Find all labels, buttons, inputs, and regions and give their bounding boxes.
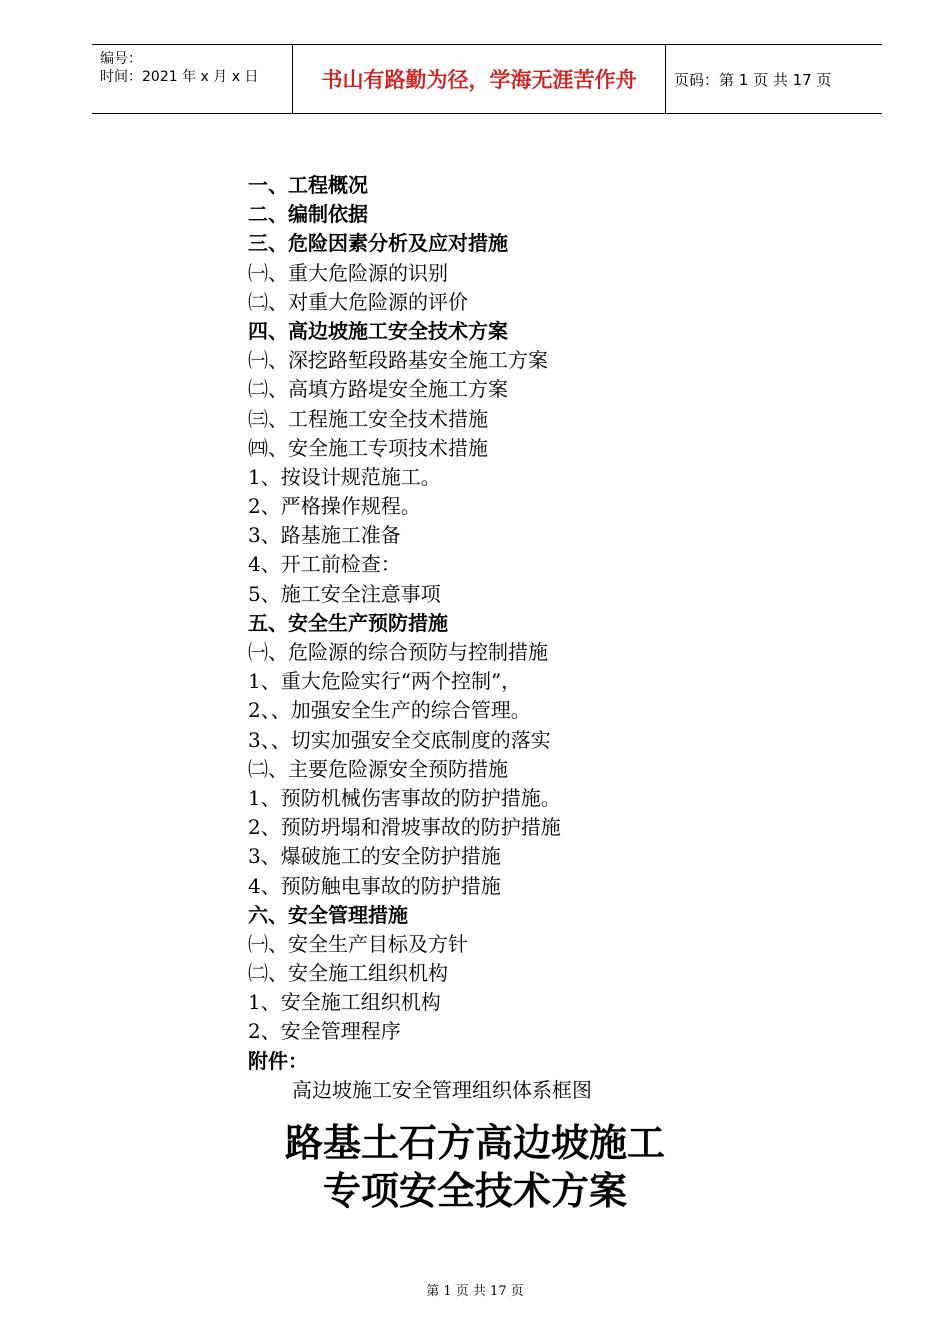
document-title-line-1: 路基土石方高边坡施工 [284,1121,665,1165]
toc-item: 4、预防触电事故的防护措施 [248,873,501,898]
toc-item: ㈠、深挖路堑段路基安全施工方案 [248,348,548,373]
toc-item: ㈡、主要危险源安全预防措施 [248,756,508,781]
toc-item: 附件： [248,1048,308,1073]
toc-item: ㈡、对重大危险源的评价 [248,289,468,314]
toc-item: ㈣、安全施工专项技术措施 [248,435,488,460]
toc-item: 四、高边坡施工安全技术方案 [248,318,508,343]
toc-item: 2、安全管理程序 [248,1019,401,1044]
toc-item: 1、按设计规范施工。 [248,464,441,489]
toc-item: 1、重大危险实行“两个控制”， [248,669,522,694]
page-footer: 第 1 页 共 17 页 [426,1284,524,1299]
toc-item: 1、安全施工组织机构 [248,990,441,1015]
toc-item: 2、预防坍塌和滑坡事故的防护措施 [248,815,561,840]
toc-item: 1、预防机械伤害事故的防护措施。 [248,785,561,810]
document-title-line-2: 专项安全技术方案 [322,1169,627,1213]
document-number-label: 编号： [100,51,142,67]
toc-item: ㈠、重大危险源的识别 [248,260,448,285]
toc-item: 三、危险因素分析及应对措施 [248,231,508,256]
toc-item: ㈢、工程施工安全技术措施 [248,406,488,431]
toc-item: ㈡、安全施工组织机构 [248,961,448,986]
toc-item: 2、严格操作规程。 [248,494,421,519]
toc-item: 一、工程概况 [248,173,368,197]
document-time-label: 时间：2021 年 x 月 x 日 [100,69,259,85]
toc-item: ㈠、危险源的综合预防与控制措施 [248,640,548,664]
toc-item: 六、安全管理措施 [248,902,408,927]
toc-item: 二、编制依据 [248,202,368,227]
toc-item: 4、开工前检查： [248,552,401,577]
toc-item: 3、路基施工准备 [248,523,401,548]
header-page-info: 页码：第 1 页 共 17 页 [674,70,832,89]
toc-item: 5、施工安全注意事项 [248,581,441,606]
header-divider [665,45,666,113]
toc-item: 高边坡施工安全管理组织体系框图 [292,1077,592,1102]
header-meta [92,45,292,113]
page-header [92,44,882,114]
table-of-contents [248,171,808,1105]
toc-item: 2、、加强安全生产的综合管理。 [248,698,531,723]
toc-item: 3、爆破施工的安全防护措施 [248,844,501,869]
toc-item: ㈠、安全生产目标及方针 [248,931,468,956]
toc-item: ㈡、高填方路堤安全施工方案 [248,377,508,402]
header-motto: 书山有路勤为径，学海无涯苦作舟 [321,68,637,92]
toc-item: 五、安全生产预防措施 [248,610,448,635]
toc-item: 3、、切实加强安全交底制度的落实 [248,727,551,752]
